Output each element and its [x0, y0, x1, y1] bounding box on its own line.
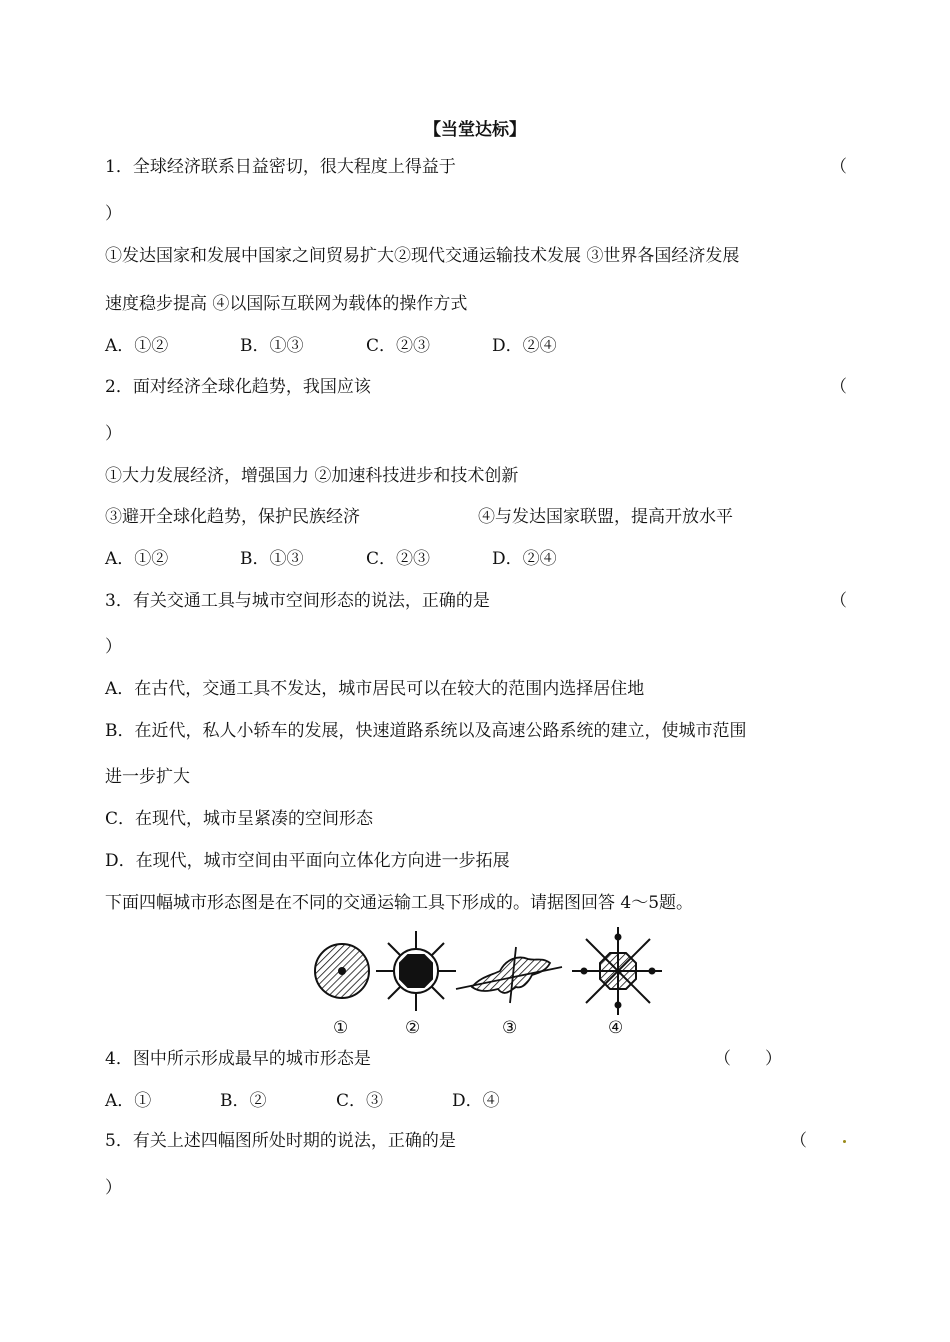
- stray-mark: [843, 1140, 846, 1143]
- question-4-stem: 4．图中所示形成最早的城市形态是: [105, 1049, 371, 1069]
- question-2-item-4: ④与发达国家联盟，提高开放水平: [478, 507, 733, 527]
- question-5-paren-close: ）: [105, 1178, 122, 1198]
- question-1-items-line2: 速度稳步提高 ④以国际互联网为载体的操作方式: [105, 294, 468, 314]
- figure-label-1: ①: [333, 1018, 349, 1038]
- question-2-option-d: D．②④: [492, 549, 557, 569]
- question-2-paren-close: ）: [105, 424, 122, 444]
- question-1-items-line1: ①发达国家和发展中国家之间贸易扩大②现代交通运输技术发展 ③世界各国经济发展: [105, 246, 740, 266]
- figure-label-4: ④: [608, 1018, 624, 1038]
- question-1-option-a: A．①②: [105, 336, 169, 356]
- question-2-option-c: C．②③: [366, 549, 431, 569]
- question-5-paren-open: （: [790, 1131, 807, 1151]
- figure-intro: 下面四幅城市形态图是在不同的交通运输工具下形成的。请据图回答 4～5题。: [105, 893, 694, 913]
- question-3-stem: 3．有关交通工具与城市空间形态的说法，正确的是: [105, 591, 490, 611]
- city-form-1-icon: [315, 944, 369, 998]
- question-2-option-b: B．①③: [240, 549, 304, 569]
- question-1-option-b: B．①③: [240, 336, 304, 356]
- question-1-option-d: D．②④: [492, 336, 557, 356]
- question-2-option-a: A．①②: [105, 549, 169, 569]
- question-3-paren-open: （: [830, 591, 847, 611]
- question-3-option-d: D．在现代，城市空间由平面向立体化方向进一步拓展: [105, 851, 510, 871]
- question-3-option-c: C．在现代，城市呈紧凑的空间形态: [105, 809, 374, 829]
- question-1-paren-close: ）: [105, 204, 122, 224]
- question-2-item-3: ③避开全球化趋势，保护民族经济: [105, 507, 360, 527]
- figure-label-2: ②: [405, 1018, 421, 1038]
- question-3-option-b-line2: 进一步扩大: [105, 767, 190, 787]
- section-title: 【当堂达标】: [424, 120, 526, 140]
- question-2-items-line1: ①大力发展经济，增强国力 ②加速科技进步和技术创新: [105, 466, 519, 486]
- city-form-4-icon: [572, 927, 662, 1015]
- question-1-option-c: C．②③: [366, 336, 431, 356]
- question-1-paren-open: （: [830, 157, 847, 177]
- question-5-stem: 5．有关上述四幅图所处时期的说法，正确的是: [105, 1131, 456, 1151]
- question-4-option-b: B．②: [220, 1091, 267, 1111]
- figure-label-3: ③: [502, 1018, 518, 1038]
- question-2-paren-open: （: [830, 377, 847, 397]
- question-4-option-c: C．③: [336, 1091, 384, 1111]
- question-4-option-d: D．④: [452, 1091, 500, 1111]
- question-3-option-a: A．在古代，交通工具不发达，城市居民可以在较大的范围内选择居住地: [105, 679, 645, 699]
- city-form-2-icon: [376, 931, 456, 1011]
- city-form-3-icon: [456, 947, 562, 1003]
- question-3-option-b-line1: B．在近代，私人小轿车的发展，快速道路系统以及高速公路系统的建立，使城市范围: [105, 721, 747, 741]
- question-4-option-a: A．①: [105, 1091, 152, 1111]
- question-4-paren: （ ）: [714, 1049, 782, 1069]
- question-1-stem: 1．全球经济联系日益密切，很大程度上得益于: [105, 157, 456, 177]
- question-2-stem: 2．面对经济全球化趋势，我国应该: [105, 377, 371, 397]
- question-3-paren-close: ）: [105, 637, 122, 657]
